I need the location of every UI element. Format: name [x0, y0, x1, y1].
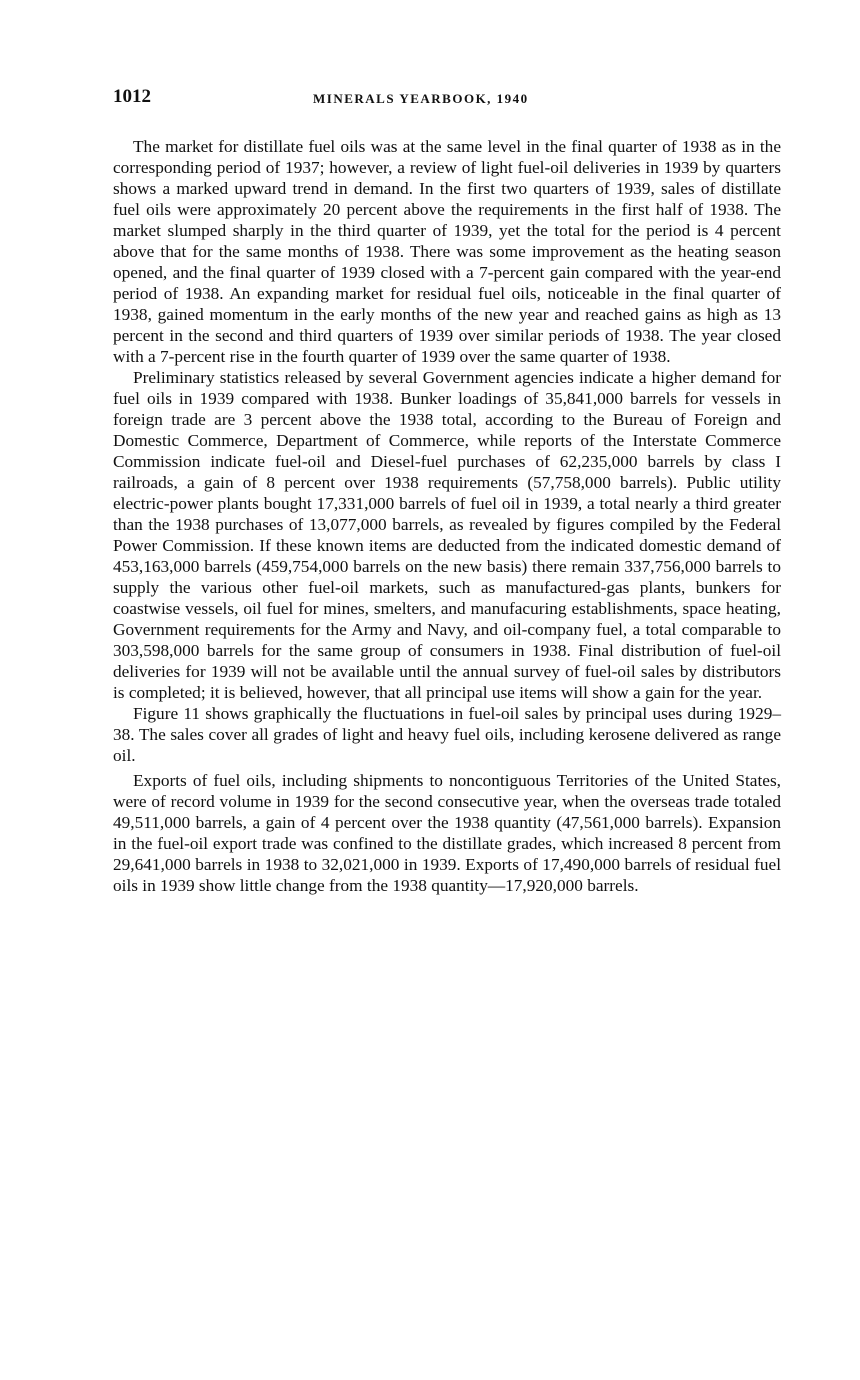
document-page: [113, 86, 781, 896]
running-title: MINERALS YEARBOOK, 1940: [313, 91, 529, 106]
paragraph-exports: Exports of fuel oils, including shipments to noncontiguous Territories of the United States, were of record volume in 1939 for the second consecutive year, when the overseas trade totaled 49,511,000 barrels, a gain of 4 percent over the 1938 quantity (47,561,000 barrels). Expansion in the fuel-oil export trade was confined to the distillate grades, which increased 8 percent from 29,641,000 barrels in 1938 to 32,021,000 in 1939. Exports of 17,490,000 barrels of residual fuel oils in 1939 show little change from the 1938 quantity—17,920,000 barrels.: [113, 771, 781, 895]
page-number: 1012: [113, 86, 151, 107]
paragraph-distillate-market: The market for distillate fuel oils was at the same level in the final quarter of 1938 as in the corresponding period of 1937; however, a review of light fuel-oil deliveries in 1939 by quarters shows a marked upward trend in demand. In the first two quarters of 1939, sales of distillate fuel oils were approximately 20 percent above the requirements in the first half of 1938. The market slumped sharply in the third quarter of 1939, yet the total for the period is 4 percent above that for the same months of 1938. There was some improvement as the heating season opened, and the final quarter of 1939 closed with a 7-percent gain compared with the year-end period of 1938. An expanding market for residual fuel oils, noticeable in the final quarter of 1938, gained momentum in the early months of the new year and reached gains as high as 13 percent in the second and third quarters of 1939 over similar periods of 1938. The year closed with a 7-percent rise in the fourth quarter of 1939 over the same quarter of 1938.: [113, 137, 781, 366]
paragraph-government-statistics: Preliminary statistics released by several Government agencies indicate a higher demand for fuel oils in 1939 compared with 1938. Bunker loadings of 35,841,000 barrels for vessels in foreign trade are 3 percent above the 1938 total, according to the Bureau of Foreign and Domestic Commerce, Department of Commerce, while reports of the Interstate Commerce Commission indicate fuel-oil and Diesel-fuel purchases of 62,235,000 barrels by class I railroads, a gain of 8 percent over 1938 requirements (57,758,000 barrels). Public utility electric-power plants bought 17,331,000 barrels of fuel oil in 1939, a total nearly a third greater than the 1938 purchases of 13,077,000 barrels, as revealed by figures compiled by the Federal Power Commission. If these known items are deducted from the indicated domestic demand of 453,163,000 barrels (459,754,000 barrels on the new basis) there remain 337,756,000 barrels to supply the various other fuel-oil markets, such as manufactured-gas plants, bunkers for coastwise vessels, oil fuel for mines, smelters, and manufacuring establishments, space heating, Government requirements for the Army and Navy, and oil-company fuel, a total comparable to 303,598,000 barrels for the same group of consumers in 1938. Final distribution of fuel-oil deliveries for 1939 will not be available until the annual survey of fuel-oil sales by distributors is completed; it is believed, however, that all principal use items will show a gain for the year.: [113, 368, 781, 702]
page-header: [113, 86, 781, 116]
paragraph-figure-reference: Figure 11 shows graphically the fluctuations in fuel-oil sales by principal uses during 1929–38. The sales cover all grades of light and heavy fuel oils, including kerosene delivered as range oil.: [113, 704, 781, 765]
